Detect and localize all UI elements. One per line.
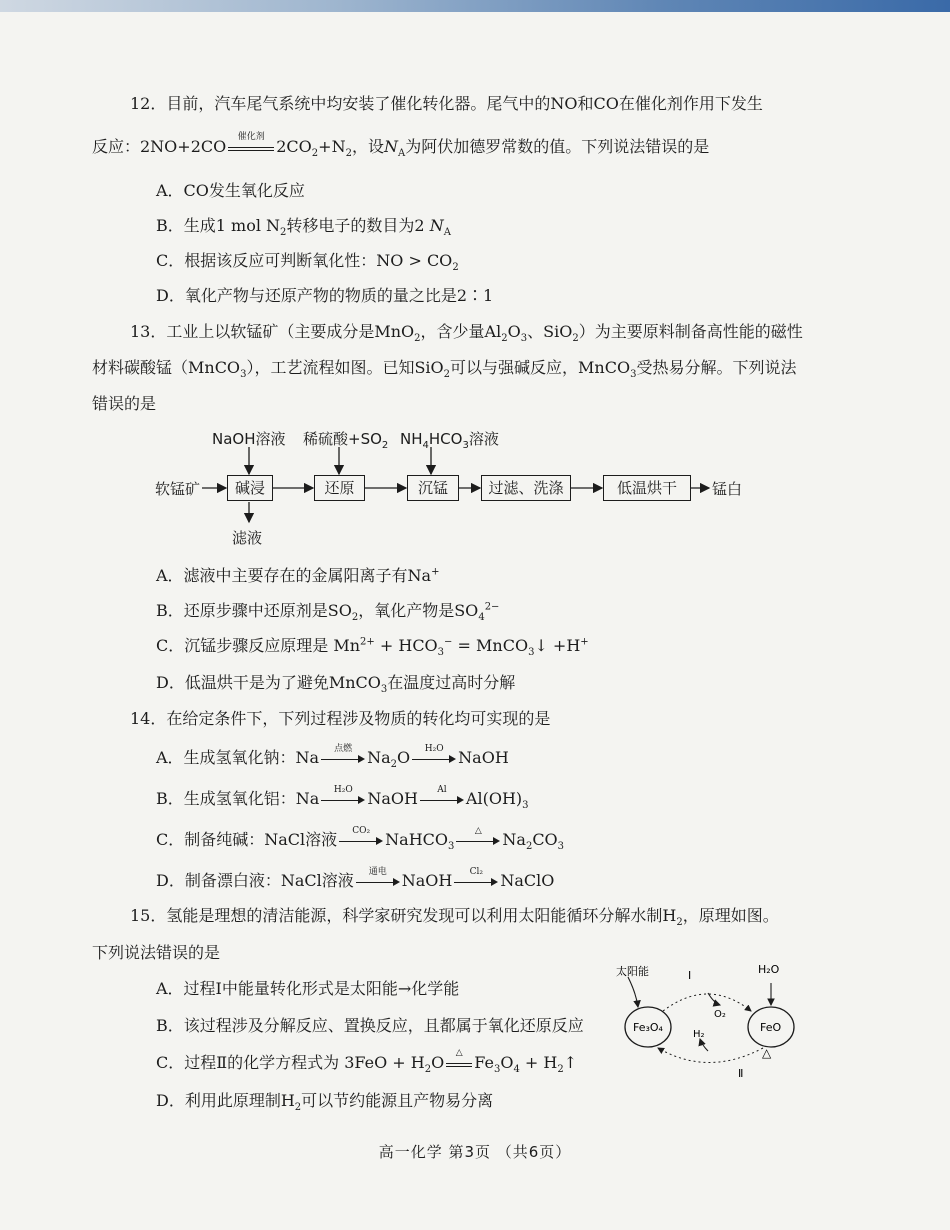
q13-stem-line1: 13．工业上以软锰矿（主要成分是MnO$_2$，含少量$Al_2O_3$、SiO$_2$）为主要原料制备高性能的磁性 (130, 322, 803, 345)
cycle-process2-label: Ⅱ (738, 1067, 744, 1080)
flow-step-reduction: 还原 (314, 475, 365, 501)
q12-option-d: D．氧化产物与还原产物的物质的量之比是2∶1 (156, 286, 494, 305)
q12-stem-line2: 反应：2NO+2CO 催化剂 $2CO_2+N_2$，设$N_A$为阿伏加德罗常数的值。下列说法错误的是 (92, 131, 710, 160)
cycle-water-label: H₂O (758, 963, 780, 976)
cycle-process1-label: I (688, 969, 692, 982)
q15-option-b: B．该过程涉及分解反应、置换反应，且都属于氧化还原反应 (156, 1016, 584, 1035)
flow-step-low-temp-dry: 低温烘干 (603, 475, 691, 501)
flow-step-alkali-leach: 碱浸 (227, 475, 273, 501)
q14-option-a: A．生成氢氧化钠：Na 点燃 $Na_2O$ H₂O NaOH (156, 743, 509, 771)
q13-option-c: C．沉锰步骤反应原理是 $Mn^{2+} + HCO_3^-$ = MnCO$_3$↓ +H+ (156, 636, 589, 659)
flow-filtrate-label: 滤液 (232, 529, 263, 547)
cycle-fe3o4-label: Fe₃O₄ (633, 1021, 663, 1034)
flow-reagent-naoh: NaOH溶液 (212, 430, 286, 448)
page-footer: 高一化学 第3页 （共6页） (378, 1143, 572, 1161)
q15-stem-line2: 下列说法错误的是 (92, 943, 221, 962)
q15-option-d: D．利用此原理制$H_2$可以节约能源且产物易分离 (156, 1091, 494, 1114)
cycle-heat-label: △ (762, 1046, 772, 1060)
q12-option-a: A．CO发生氧化反应 (156, 181, 305, 200)
q15-option-c: C．过程Ⅱ的化学方程式为 $3FeO + H_2O$ △ $Fe_3O_4$ + $H_2↑$ (156, 1047, 578, 1076)
q13-option-a: A．滤液中主要存在的金属阳离子有Na+ (156, 566, 440, 585)
q13-stem-line2: 材料碳酸锰（MnCO$_3$），工艺流程如图。已知SiO$_2$可以与强碱反应，MnCO$_3$受热易分解。下列说法 (92, 358, 797, 381)
q13-option-b: B．还原步骤中还原剂是$SO_2$，氧化产物是$SO_4^{2-}$ (156, 601, 500, 624)
flow-step-filter-wash: 过滤、洗涤 (481, 475, 571, 501)
flow-step-precipitate: 沉锰 (407, 475, 459, 501)
q13-stem-line3: 错误的是 (92, 394, 157, 413)
q12-option-c: C．根据该反应可判断氧化性：NO > $CO_2$ (156, 251, 459, 274)
q12-stem-line1: 12．目前，汽车尾气系统中均安装了催化转化器。尾气中的NO和CO在催化剂作用下发生 (130, 94, 763, 113)
cycle-sun-label: 太阳能 (616, 965, 649, 978)
q14-option-b: B．生成氢氧化铝：Na H₂O NaOH Al $Al(OH)_3$ (156, 784, 529, 812)
water-splitting-cycle-diagram (608, 955, 808, 1085)
q12-option-b: B．生成1 mol $N_2$转移电子的数目为2 $N_A$ (156, 216, 451, 239)
flow-reagent-nh4hco3: $NH_4HCO_3$溶液 (400, 430, 499, 451)
q15-option-a: A．过程Ⅰ中能量转化形式是太阳能→化学能 (156, 979, 460, 998)
q15-stem-line1: 15．氢能是理想的清洁能源，科学家研究发现可以利用太阳能循环分解水制$H_2$，原理如图。 (130, 906, 779, 929)
flow-input-label: 软锰矿 (155, 480, 201, 498)
q13-option-d: D．低温烘干是为了避免MnCO$_3$在温度过高时分解 (156, 673, 516, 696)
flow-reagent-acid-so2: 稀硫酸$+SO_2$ (303, 430, 389, 451)
catalyst-equals-sign: 催化剂 (228, 141, 274, 155)
q14-stem: 14．在给定条件下，下列过程涉及物质的转化均可实现的是 (130, 709, 551, 728)
cycle-h2-label: H₂ (693, 1029, 705, 1040)
flow-output-label: 锰白 (712, 480, 743, 498)
cycle-o2-label: O₂ (714, 1009, 726, 1020)
cycle-feo-label: FeO (760, 1021, 782, 1034)
q14-option-d: D．制备漂白液：NaCl溶液 通电 NaOH Cl₂ NaClO (156, 866, 555, 890)
q14-option-c: C．制备纯碱：NaCl溶液 CO₂ NaHCO$_3$ △ $Na_2CO_3$ (156, 825, 565, 853)
